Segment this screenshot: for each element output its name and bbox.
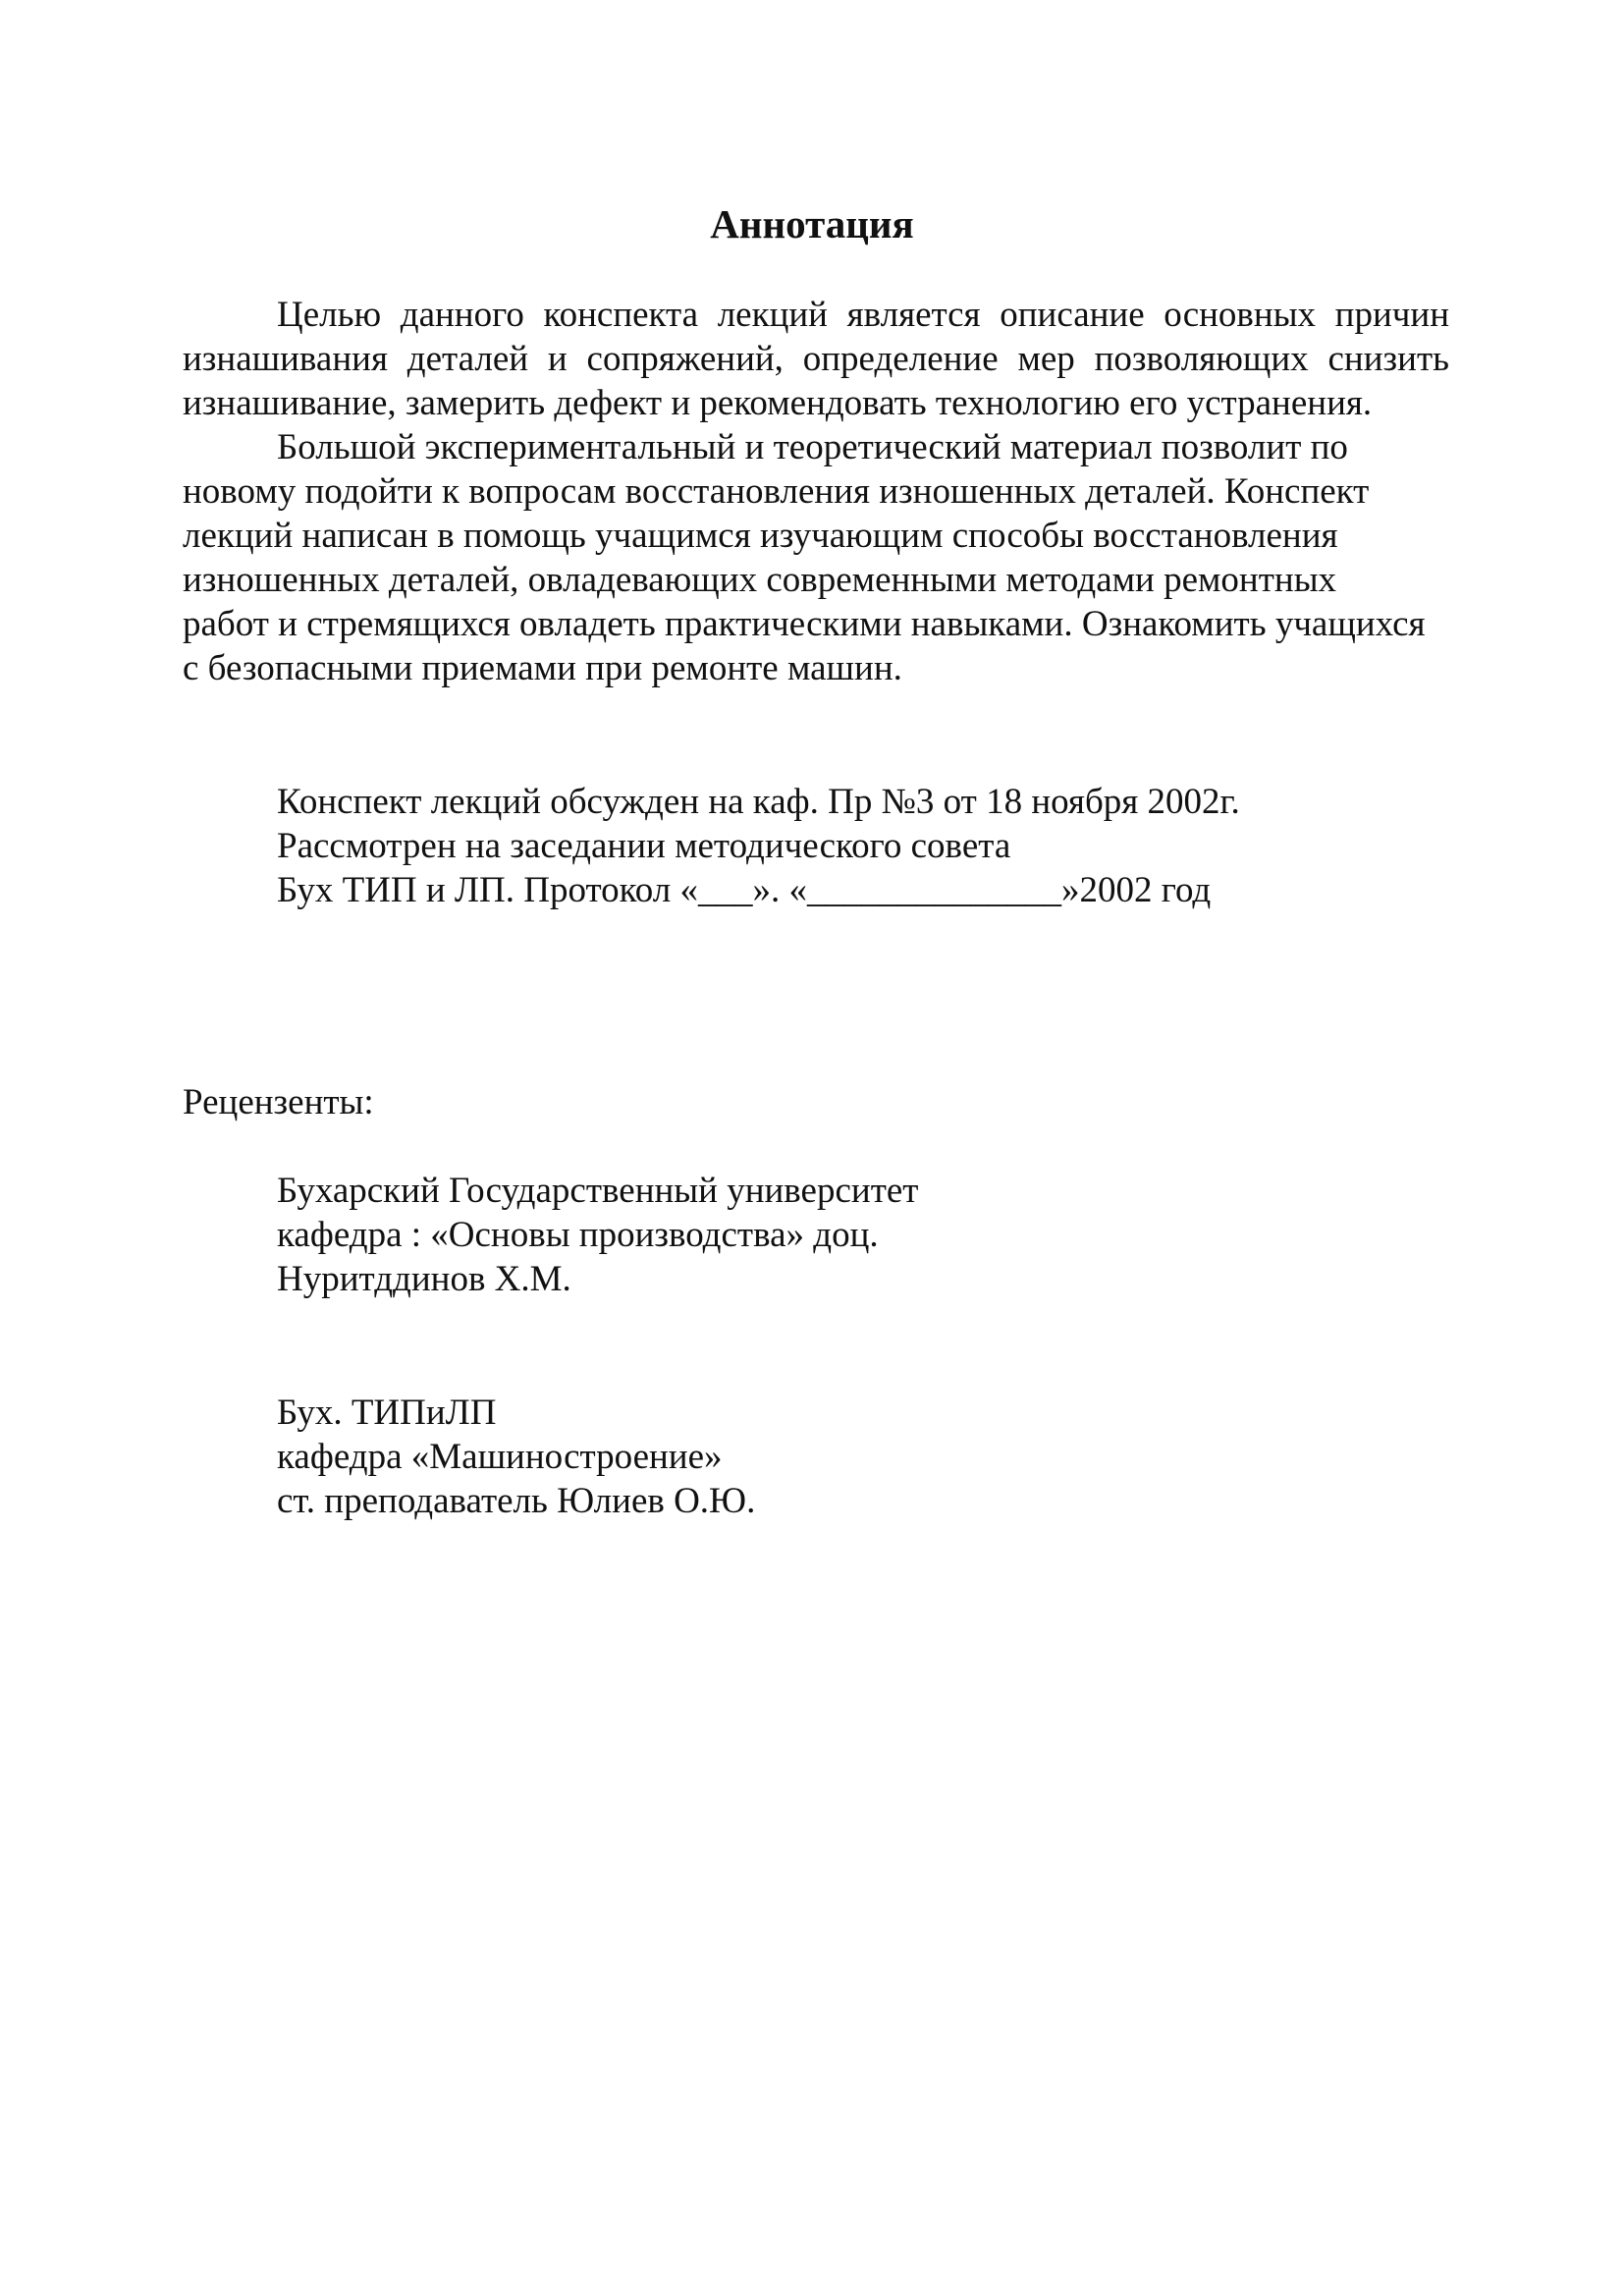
reviewer-1-line-1: Бухарский Государственный университет (277, 1171, 919, 1211)
annotation-paragraph-1 (183, 293, 1449, 425)
annotation-paragraph-2 (183, 425, 1449, 690)
reviewer-2-line-3: ст. преподаватель Юлиев О.Ю. (277, 1481, 756, 1521)
paragraph-1-line-1: Целью данного конспекта лекций является описание основных причин (277, 295, 1449, 335)
reviewer-1 (277, 1169, 918, 1301)
approval-block (277, 780, 1240, 912)
paragraph-2-line-2: новому подойти к вопросам восстановления изношенных деталей. Конспект (183, 471, 1370, 512)
reviewer-1-line-2: кафедра : «Основы производства» доц. (277, 1215, 879, 1255)
page-title: Аннотация (710, 201, 914, 246)
paragraph-1-line-3: изнашивание, замерить дефект и рекомендовать технологию его устранения. (183, 383, 1373, 423)
paragraph-2-line-6: с безопасными приемами при ремонте машин. (183, 648, 902, 688)
approval-line-1: Конспект лекций обсужден на каф. Пр №3 от 18 ноября 2002г. (277, 782, 1240, 822)
reviewers-heading: Рецензенты: (183, 1082, 374, 1122)
paragraph-2-line-1: Большой экспериментальный и теоретический материал позволит по (277, 427, 1348, 467)
paragraph-2-line-5: работ и стремящихся овладеть практическими навыками. Ознакомить учащихся (183, 604, 1426, 644)
paragraph-1-line-2: изнашивания деталей и сопряжений, определение мер позволяющих снизить (183, 339, 1449, 379)
approval-line-3: Бух ТИП и ЛП. Протокол «___». «______________»2002 год (277, 870, 1212, 910)
paragraph-2-line-3: лекций написан в помощь учащимся изучающим способы восстановления (183, 516, 1338, 556)
reviewer-2 (277, 1391, 755, 1523)
paragraph-2-line-4: изношенных деталей, овладевающих современными методами ремонтных (183, 560, 1337, 600)
reviewer-1-line-3: Нуритддинов Х.М. (277, 1259, 571, 1299)
reviewer-2-line-2: кафедра «Машиностроение» (277, 1437, 723, 1477)
reviewer-2-line-1: Бух. ТИПиЛП (277, 1393, 497, 1433)
approval-line-2: Рассмотрен на заседании методического совета (277, 826, 1011, 866)
